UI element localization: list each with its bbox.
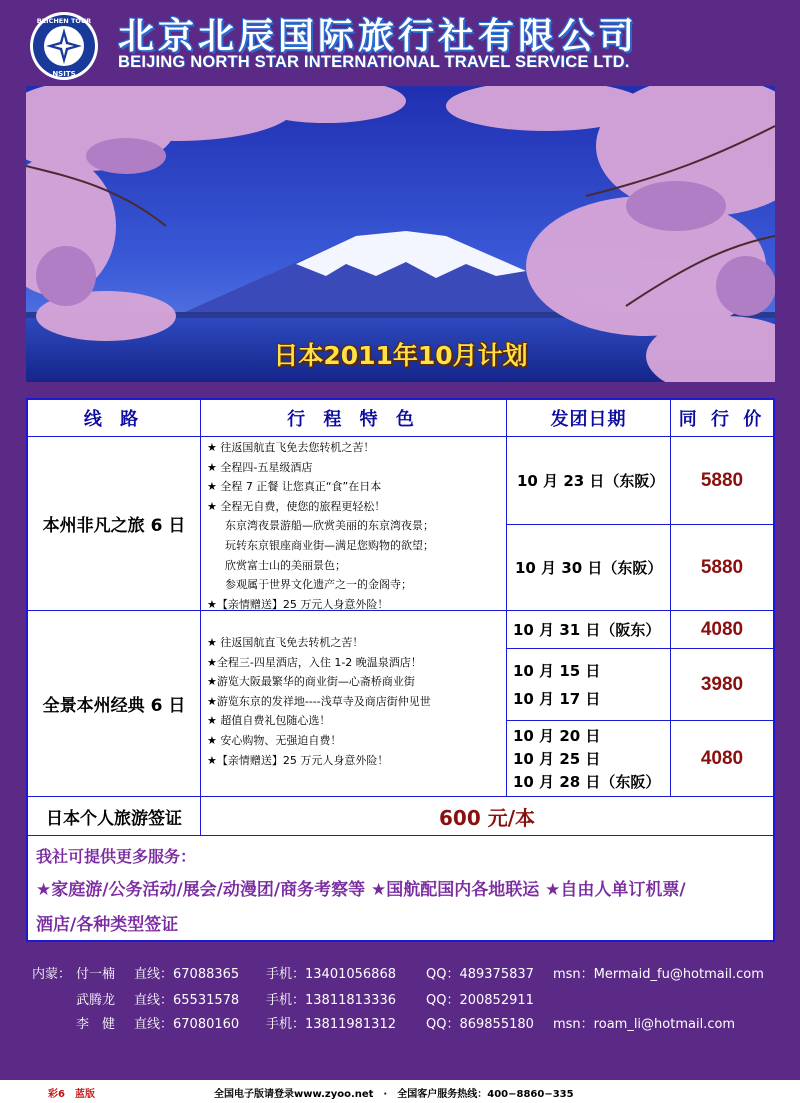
visa-price: 600 元/本 [201, 797, 773, 836]
route2-feature: ★全程三-四星酒店，入住 1-2 晚温泉酒店！ [207, 655, 422, 669]
route2-date-cell [507, 649, 671, 721]
contact-tel: 直线：65531578 [134, 993, 240, 1008]
footer-info: 全国电子版请登录www.zyoo.net · 全国客户服务热线：400−8860−335 [214, 1089, 574, 1100]
contact-name: 武腾龙 [76, 993, 116, 1008]
route1-price: 5880 [671, 437, 773, 525]
route1-feature: 玩转东京银座商业街—满足您购物的欲望； [225, 538, 434, 552]
contact-region: 内蒙： [32, 967, 72, 982]
route2-features [201, 611, 507, 797]
route1-feature: ★【亲情赠送】25 万元人身意外险！ [207, 597, 389, 611]
contact-msn: msn：roam_li@hotmail.com [553, 1017, 736, 1032]
contact-tel: 直线：67080160 [134, 1017, 240, 1032]
route2-date-cell [507, 611, 671, 649]
route2-feature: ★ 超值自费礼包随心选！ [207, 714, 331, 728]
contact-msn: msn：Mermaid_fu@hotmail.com [553, 967, 764, 982]
route1-date-cell [507, 525, 671, 611]
route1-feature: 欣赏富士山的美丽景色； [225, 558, 346, 572]
contact-mobile: 手机：13811981312 [266, 1017, 396, 1032]
route2-name: 全景本州经典 6 日 [28, 611, 201, 797]
company-name-cn: 北京北辰国际旅行社有限公司 [118, 15, 639, 57]
route1-feature: 参观属于世界文化遗产之一的金阁寺； [225, 578, 412, 592]
header-price: 同 行 价 [671, 400, 773, 437]
route2-feature: ★ 安心购物、无强迫自费！ [207, 733, 342, 747]
header [0, 0, 800, 86]
route2-date: 10 月 25 日 [513, 750, 601, 768]
route2-date: 10 月 20 日 [513, 727, 601, 745]
header-route: 线 路 [28, 400, 201, 437]
route1-price: 5880 [671, 525, 773, 611]
route2-price: 4080 [671, 721, 773, 797]
route2-date: 10 月 15 日 [513, 662, 601, 680]
company-name-en: BEIJING NORTH STAR INTERNATIONAL TRAVEL SERVICE LTD. [118, 53, 630, 71]
route1-feature: ★ 往返国航直飞免去您转机之苦！ [207, 441, 375, 454]
route1-feature: ★ 全程四-五星级酒店 [207, 460, 313, 474]
route2-price: 4080 [671, 611, 773, 649]
route2-feature: ★游览大阪最繁华的商业街—心斋桥商业街 [207, 675, 415, 689]
contact-mobile: 手机：13401056868 [266, 967, 396, 982]
logo-sub: NSITS [52, 70, 76, 78]
itinerary-table [26, 398, 775, 942]
contact-name: 李 健 [76, 1017, 116, 1032]
contact-name: 付一楠 [76, 967, 116, 982]
route1-date: 10 月 30 日（东阪） [515, 559, 663, 577]
header-dates: 发团日期 [507, 400, 671, 437]
route1-feature: ★ 全程 7 正餐 让您真正“食”在日本 [207, 480, 382, 494]
route2-date: 10 月 17 日 [513, 690, 601, 708]
contact-qq: QQ：869855180 [426, 1017, 534, 1032]
route1-date: 10 月 23 日（东阪） [517, 472, 665, 490]
contact-qq: QQ：200852911 [426, 993, 534, 1008]
route2-price: 3980 [671, 649, 773, 721]
route1-feature: ★ 全程无自费，使您的旅程更轻松！ [207, 499, 386, 513]
company-logo [28, 10, 100, 82]
route2-feature: ★游览东京的发祥地----浅草寺及商店街仲见世 [207, 694, 431, 708]
services-line: ★家庭游/公务活动/展会/动漫团/商务考察等 ★国航配国内各地联运 ★自由人单订机票/ [36, 880, 686, 900]
contact-qq: QQ：489375837 [426, 967, 534, 982]
hero-image [26, 86, 775, 382]
route2-date: 10 月 31 日（阪东） [513, 621, 661, 639]
services-line: 酒店/各种类型签证 [36, 915, 179, 935]
page-tag: 彩6 蓝版 [48, 1089, 95, 1100]
header-features: 行 程 特 色 [201, 400, 507, 437]
hero-title: 日本2011年10月计划 [273, 341, 528, 370]
route1-feature: 东京湾夜景游船—欣赏美丽的东京湾夜景； [225, 519, 434, 533]
route2-feature: ★【亲情赠送】25 万元人身意外险！ [207, 753, 389, 767]
services-title: 我社可提供更多服务： [36, 847, 197, 866]
footer [0, 1080, 800, 1103]
logo-text: BEICHEN TOUR [36, 17, 92, 25]
route2-date: 10 月 28 日（东阪） [513, 773, 661, 791]
route2-date-cell [507, 721, 671, 797]
route1-features [201, 437, 507, 611]
route2-feature: ★ 往返国航直飞免去转机之苦！ [207, 636, 364, 649]
route1-date-cell [507, 437, 671, 525]
contact-tel: 直线：67088365 [134, 967, 240, 982]
visa-name: 日本个人旅游签证 [28, 797, 201, 836]
contact-mobile: 手机：13811813336 [266, 993, 396, 1008]
route1-name: 本州非凡之旅 6 日 [28, 437, 201, 611]
